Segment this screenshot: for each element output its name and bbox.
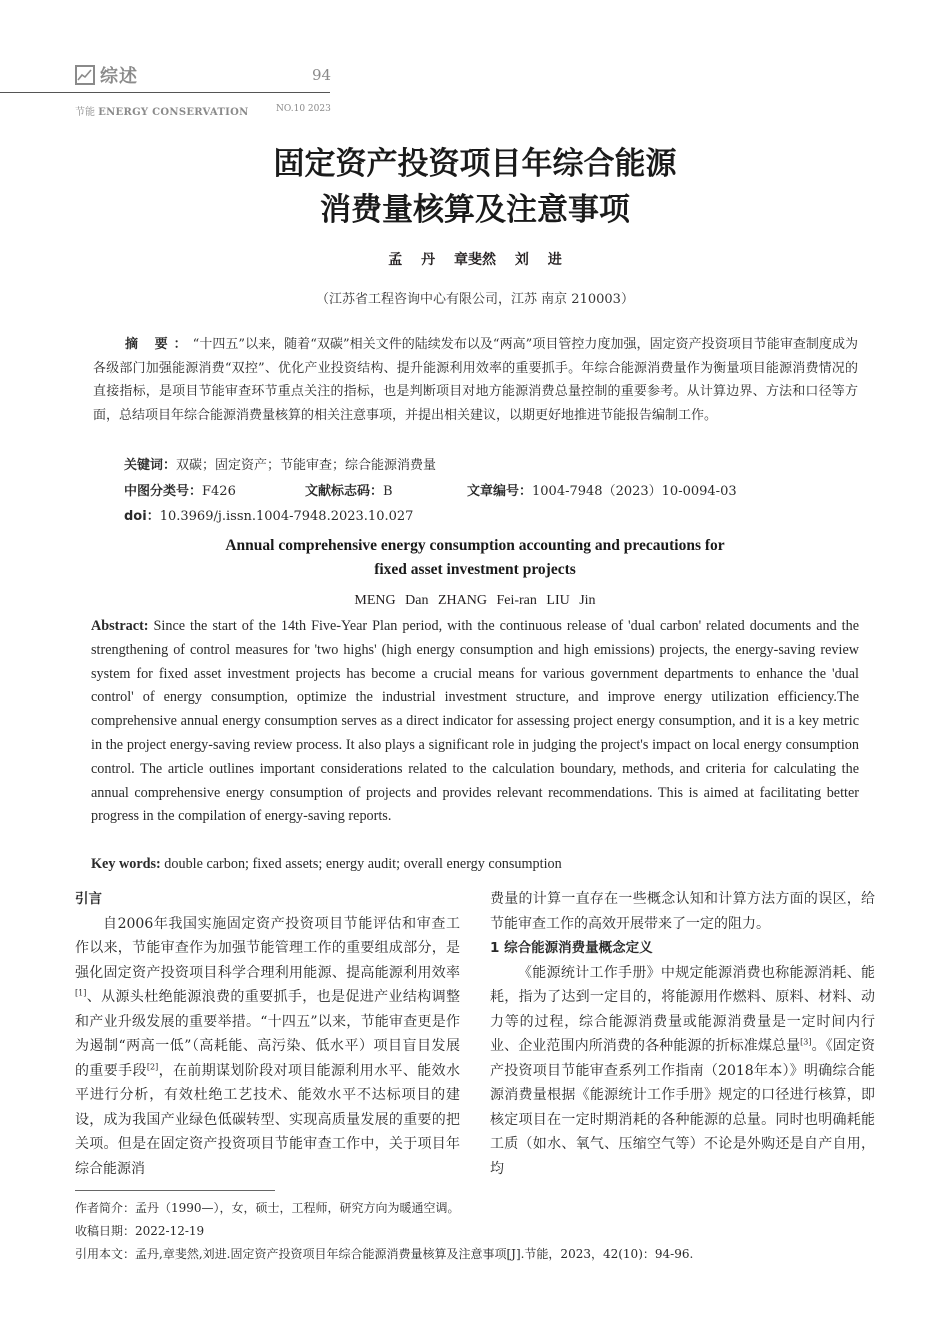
- abstract-cn: [93, 333, 858, 427]
- citation-ref-3: [3]: [800, 1037, 812, 1047]
- intro-heading: 引言: [75, 891, 102, 907]
- abstract-cn-label: 摘 要：: [125, 337, 193, 352]
- keywords-cn-text: 双碳；固定资产；节能审查；综合能源消费量: [176, 458, 437, 473]
- intro-paragraph: [75, 912, 460, 1182]
- page-header: [0, 0, 950, 130]
- received-date: 收稿日期：2022-12-19: [75, 1224, 205, 1238]
- header-rule: [0, 92, 330, 93]
- en-authors: MENG Dan ZHANG Fei-ran LIU Jin: [354, 593, 596, 608]
- section-1-heading: 1 综合能源消费量概念定义: [490, 940, 653, 956]
- intro-text-c: ，在前期谋划阶段对项目能源利用水平、能效水平进行分析，有效杜绝工艺技术、能效水平不达标项目的建设，成为我国产业绿色低碳转型、实现高质量发展的重要的把关项。但是在固定资产投资项目节能审查工作中，关于项目年综合能源消: [75, 1062, 461, 1177]
- citation-ref-2: [2]: [146, 1061, 159, 1071]
- clc-label: 中图分类号：: [124, 484, 203, 499]
- keywords-en-text: double carbon; fixed assets; energy audit; overall energy consumption: [160, 856, 562, 872]
- en-title-line-2: fixed asset investment projects: [374, 561, 576, 578]
- article-number: [467, 480, 737, 499]
- doi-label: doi：: [124, 509, 160, 524]
- doc-code-value: B: [383, 484, 393, 499]
- abstract-en: [91, 615, 859, 829]
- title-line-2: 消费量核算及注意事项: [320, 192, 630, 228]
- article-number-label: 文章编号：: [467, 484, 533, 499]
- keywords-cn: [124, 454, 436, 473]
- en-title-line-1: Annual comprehensive energy consumption accounting and precautions for: [225, 537, 725, 554]
- clc-number: [124, 480, 236, 499]
- journal-name-cn: 节能: [75, 107, 95, 118]
- clc-value: F426: [202, 484, 236, 499]
- citation-ref-1: [1]: [75, 988, 87, 998]
- doc-code: [305, 480, 393, 499]
- article-number-value: 1004-7948（2023）10-0094-03: [532, 484, 737, 499]
- abstract-en-text: Since the start of the 14th Five-Year Plan period, with the continuous release of 'dual carbon' related documents and the strengthening of control measures for 'two highs' (high energy consumption and high emissions) projects, the energy-saving review system for fixed asset investment projects has become a crucial means for various government departments to enhance the 'dual control' of energy consumption, optimize the industrial investment structure, and improve energy utilization efficiency.The comprehensive annual energy consumption serves as a direct indicator for assessing project energy consumption, and it is a key metric in the project energy-saving review process. It also plays a significant role in judging the project's impact on local energy consumption control. The article outlines important considerations related to the calculation boundary, methods, and criteria for calculating the annual comprehensive energy consumption of projects and provides relevant recommendations. This is aimed at facilitating better progress in the compilation of energy-saving reports.: [91, 618, 859, 825]
- intro-text-a: 自2006年我国实施固定资产投资项目节能评估和审查工作以来，节能审查作为加强节能管理工作的重要组成部分，是强化固定资产投资项目科学合理利用能源、提高能源利用效率: [75, 915, 460, 981]
- body-column-left: [75, 887, 460, 1181]
- intro-text-b: 、从源头杜绝能源浪费的重要抓手，也是促进产业结构调整和产业升级发展的重要举措。“十四五”以来，节能审查更是作为遏制“两高一低”（高耗能、高污染、低水平）项目盲目发展的重要手段: [75, 989, 460, 1079]
- section-label: 综述: [100, 66, 138, 87]
- intro-continuation: 费量的计算一直存在一些概念认知和计算方法方面的误区，给节能审查工作的高效开展带来了一定的阻力。: [490, 891, 875, 932]
- title-line-1: 固定资产投资项目年综合能源: [273, 146, 677, 182]
- issue-number: NO.10 2023: [276, 104, 331, 114]
- footnote-rule: [75, 1190, 275, 1191]
- chart-trend-icon: [75, 65, 95, 85]
- doi-value: 10.3969/j.issn.1004-7948.2023.10.027: [159, 509, 414, 524]
- doc-code-label: 文献标志码：: [305, 484, 384, 499]
- affiliation: （江苏省工程咨询中心有限公司，江苏 南京 210003）: [316, 292, 634, 307]
- body-column-right: [490, 887, 875, 1181]
- author-bio: 作者简介：孟丹（1990—），女，硕士，工程师，研究方向为暖通空调。: [75, 1201, 460, 1215]
- keywords-en-label: Key words:: [91, 856, 161, 872]
- journal-name: [75, 103, 249, 118]
- page-number: 94: [312, 66, 332, 84]
- keywords-en: [91, 856, 562, 873]
- section-1-paragraph: [490, 961, 875, 1182]
- section-1-text-a: 《能源统计工作手册》中规定能源消费也称能源消耗、能耗，指为了达到一定目的，将能源用作燃料、原料、材料、动力等的过程，综合能源消费量或能源消费量是一定时间内行业、企业范围内所消费的各种能源的折标准煤总量: [490, 964, 875, 1054]
- keywords-cn-label: 关键词：: [124, 458, 177, 473]
- abstract-cn-text: “十四五”以来，随着“双碳”相关文件的陆续发布以及“两高”项目管控力度加强，固定资产投资项目节能审查制度成为各级部门加强能源消费“双控”、优化产业投资结构、提升能源利用效率的重要抓手。年综合能源消费量作为衡量项目能源消费情况的直接指标，是项目节能审查环节重点关注的指标，也是判断项目对地方能源消费总量控制的重要参考。从计算边界、方法和口径等方面，总结项目年综合能源消费量核算的相关注意事项，并提出相关建议，以期更好地推进节能报告编制工作。: [93, 337, 858, 423]
- abstract-en-label: Abstract:: [91, 618, 149, 634]
- journal-name-en: ENERGY CONSERVATION: [98, 107, 249, 118]
- section-1-text-b: 。《固定资产投资项目节能审查系列工作指南（2018年本）》明确综合能源消费量根据《能源统计工作手册》规定的口径进行核算，即核定项目在一定时期消耗的各种能源的总量。同时也明确耗能工质（如水、氧气、压缩空气等）不论是外购还是自产自用，均: [490, 1038, 876, 1177]
- doi: [124, 505, 413, 524]
- authors: 孟 丹 章斐然 刘 进: [388, 252, 562, 268]
- citation-info: 引用本文：孟丹,章斐然,刘进.固定资产投资项目年综合能源消费量核算及注意事项[J].节能，2023，42(10)：94-96.: [75, 1247, 694, 1261]
